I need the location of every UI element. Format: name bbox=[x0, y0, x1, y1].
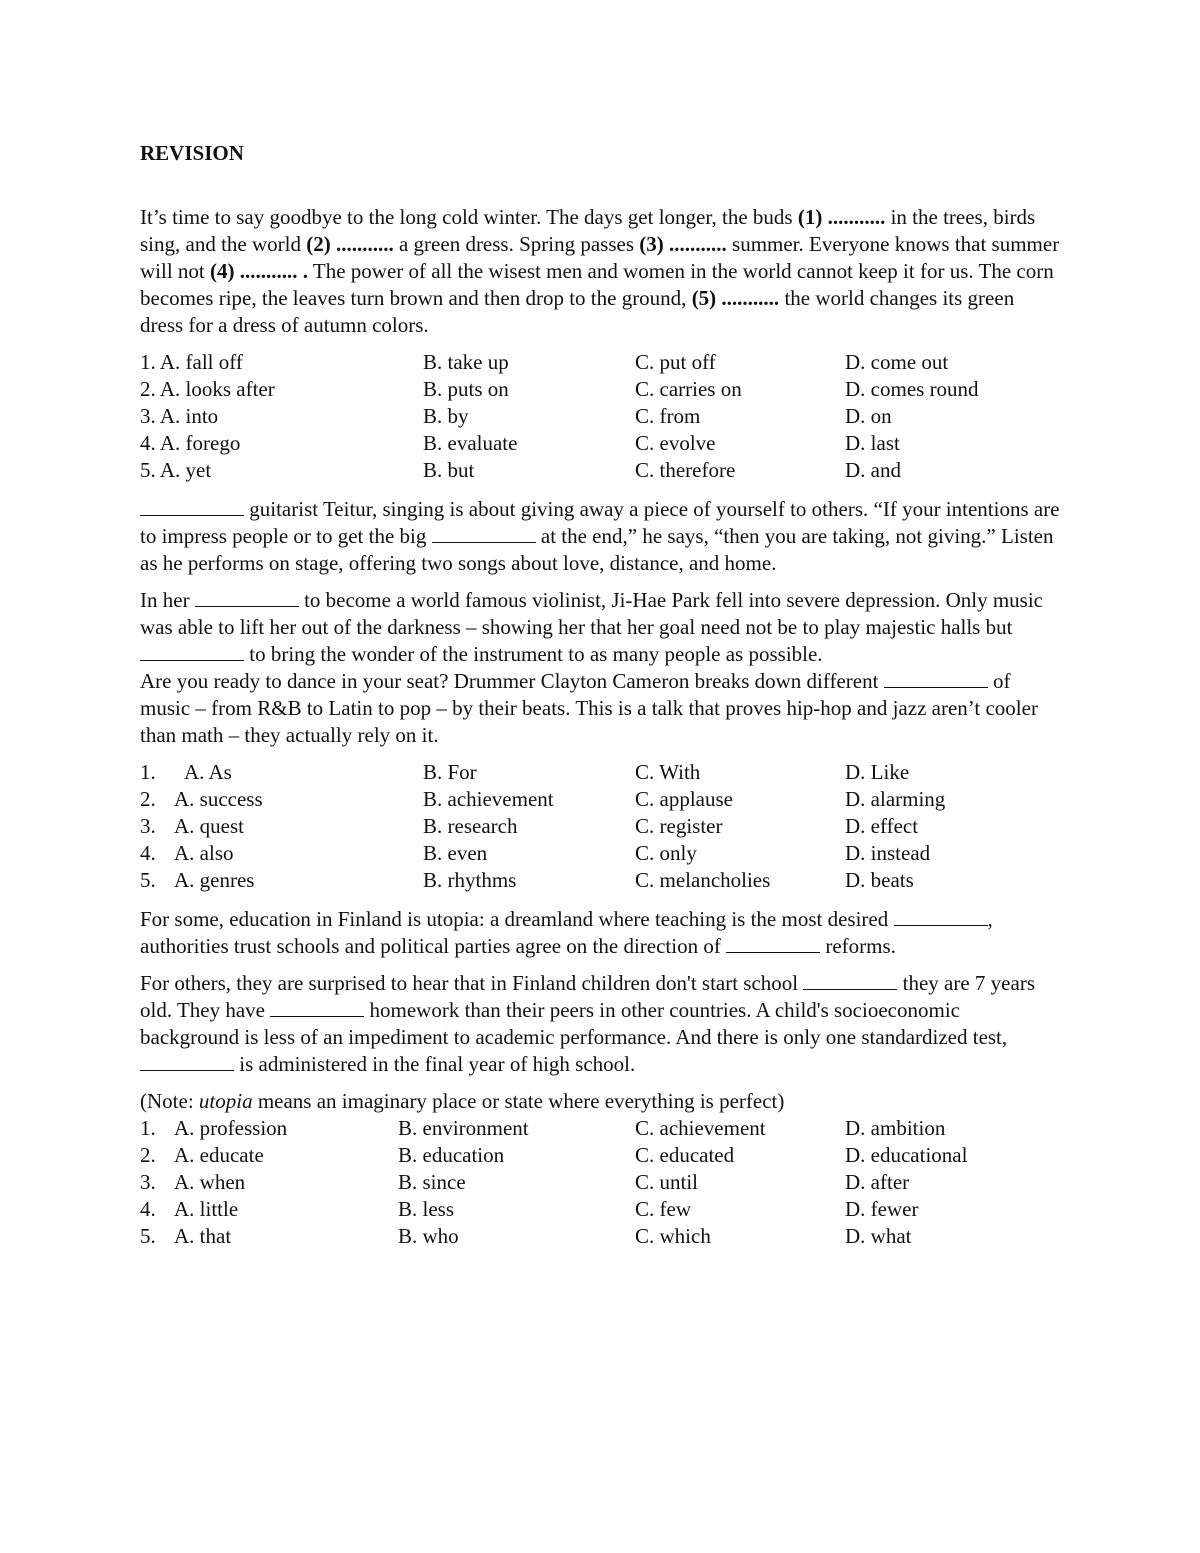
option-a: A. educate bbox=[174, 1143, 264, 1167]
question-number: 5. bbox=[140, 868, 156, 892]
option-b: B. less bbox=[398, 1197, 455, 1221]
option-d: D. ambition bbox=[845, 1116, 946, 1140]
passage-text: the world changes its green dress for a dress of autumn colors. bbox=[140, 286, 1015, 337]
option-c: C. register bbox=[635, 814, 723, 838]
gap-3: (3) ........... bbox=[639, 232, 727, 256]
question-row bbox=[140, 403, 1060, 430]
blank-line bbox=[884, 668, 988, 688]
passage-text: Are you ready to dance in your seat? Drummer Clayton Cameron breaks down different bbox=[140, 669, 884, 693]
blank-line bbox=[894, 906, 988, 926]
passage-text: For others, they are surprised to hear that in Finland children don't start school bbox=[140, 971, 804, 995]
option-c: C. applause bbox=[635, 787, 733, 811]
option-d: D. beats bbox=[845, 868, 914, 892]
blank-line bbox=[140, 496, 244, 516]
question-set-2 bbox=[140, 759, 1060, 894]
question-row bbox=[140, 376, 1060, 403]
option-c: C. With bbox=[635, 760, 701, 784]
option-d: D. Like bbox=[845, 760, 910, 784]
option-b: B. puts on bbox=[423, 377, 509, 401]
note bbox=[140, 1088, 1060, 1115]
question-row bbox=[140, 1142, 1060, 1169]
passage-text: summer. Everyone knows that summer will not bbox=[140, 232, 1060, 283]
passage-text: is administered in the final year of high school. bbox=[234, 1052, 636, 1076]
option-c: C. which bbox=[635, 1224, 711, 1248]
option-d: D. on bbox=[845, 404, 892, 428]
option-a: A. success bbox=[174, 787, 263, 811]
option-b: B. but bbox=[423, 458, 475, 482]
blank-line bbox=[803, 970, 897, 990]
option-b: B. education bbox=[398, 1143, 505, 1167]
option-b: B. rhythms bbox=[423, 868, 517, 892]
option-c: C. until bbox=[635, 1170, 699, 1194]
option-a: 4. A. forego bbox=[140, 431, 241, 455]
question-row bbox=[140, 1169, 1060, 1196]
passage-3-paragraph-1 bbox=[140, 906, 1060, 960]
passage-text: It’s time to say goodbye to the long cold winter. The days get longer, the buds bbox=[140, 205, 798, 229]
question-row bbox=[140, 840, 1060, 867]
passage-text: to become a world famous violinist, Ji-Hae Park fell into severe depression. Only music was able to lift her out of the darkness – showing her that her goal need not be to play majestic halls but bbox=[140, 588, 1043, 639]
option-d: D. what bbox=[845, 1224, 912, 1248]
gap-1: (1) ........... bbox=[797, 205, 886, 229]
option-b: B. since bbox=[398, 1170, 466, 1194]
option-b: B. research bbox=[423, 814, 518, 838]
passage-text: In her bbox=[140, 588, 195, 612]
question-number: 5. bbox=[140, 1224, 156, 1248]
passage-2-paragraph-2 bbox=[140, 587, 1060, 668]
option-b: B. even bbox=[423, 841, 488, 865]
passage-text: For some, education in Finland is utopia: a dreamland where teaching is the most desired bbox=[140, 907, 894, 931]
question-row bbox=[140, 813, 1060, 840]
option-b: B. who bbox=[398, 1224, 459, 1248]
option-a: A. quest bbox=[174, 814, 244, 838]
option-d: D. last bbox=[845, 431, 900, 455]
note-term: utopia bbox=[198, 1089, 253, 1113]
blank-line bbox=[195, 587, 299, 607]
blank-line bbox=[140, 641, 244, 661]
option-c: C. achievement bbox=[635, 1116, 766, 1140]
option-c: C. therefore bbox=[635, 458, 736, 482]
passage-text: they are 7 years old. They have bbox=[140, 971, 1035, 1022]
question-row bbox=[140, 1196, 1060, 1223]
option-d: D. come out bbox=[845, 350, 949, 374]
option-b: B. For bbox=[423, 760, 477, 784]
option-a: A. genres bbox=[174, 868, 255, 892]
question-set-1 bbox=[140, 349, 1060, 484]
option-b: B. environment bbox=[398, 1116, 529, 1140]
option-b: B. evaluate bbox=[423, 431, 518, 455]
question-row bbox=[140, 786, 1060, 813]
option-c: C. put off bbox=[635, 350, 716, 374]
question-row bbox=[140, 1223, 1060, 1250]
question-row bbox=[140, 1115, 1060, 1142]
option-d: D. comes round bbox=[845, 377, 979, 401]
passage-1 bbox=[140, 204, 1060, 339]
passage-3-paragraph-2 bbox=[140, 970, 1060, 1078]
question-number: 4. bbox=[140, 841, 156, 865]
option-d: D. educational bbox=[845, 1143, 968, 1167]
page-title: REVISION bbox=[140, 141, 244, 165]
option-d: D. instead bbox=[845, 841, 931, 865]
option-d: D. and bbox=[845, 458, 901, 482]
option-c: C. evolve bbox=[635, 431, 716, 455]
question-row bbox=[140, 457, 1060, 484]
passage-text: to bring the wonder of the instrument to as many people as possible. bbox=[244, 642, 823, 666]
document-page bbox=[140, 140, 1060, 1262]
note-text: means an imaginary place or state where everything is perfect) bbox=[252, 1089, 785, 1113]
question-row bbox=[140, 867, 1060, 894]
option-a: 2. A. looks after bbox=[140, 377, 275, 401]
option-b: B. take up bbox=[423, 350, 509, 374]
note-text: (Note: bbox=[140, 1089, 199, 1113]
question-number: 1. bbox=[140, 1116, 156, 1140]
question-number: 2. bbox=[140, 1143, 156, 1167]
option-a: A. also bbox=[174, 841, 234, 865]
option-a: 3. A. into bbox=[140, 404, 219, 428]
option-d: D. effect bbox=[845, 814, 919, 838]
option-c: C. melancholies bbox=[635, 868, 771, 892]
passage-text: homework than their peers in other countries. A child's socioeconomic background is less of an impediment to academic performance. And there is only one standardized test, bbox=[140, 998, 1008, 1049]
passage-text: in the trees, birds sing, and the world bbox=[140, 205, 1036, 256]
blank-line bbox=[140, 1051, 234, 1071]
passage-2-paragraph-1 bbox=[140, 496, 1060, 577]
option-d: D. after bbox=[845, 1170, 910, 1194]
option-c: C. only bbox=[635, 841, 697, 865]
blank-line bbox=[270, 997, 364, 1017]
question-row bbox=[140, 759, 1060, 786]
option-b: B. achievement bbox=[423, 787, 554, 811]
option-c: C. few bbox=[635, 1197, 691, 1221]
question-number: 1. bbox=[140, 760, 156, 784]
option-c: C. carries on bbox=[635, 377, 742, 401]
question-set-3 bbox=[140, 1115, 1060, 1250]
blank-line bbox=[726, 933, 820, 953]
passage-text: a green dress. Spring passes bbox=[393, 232, 640, 256]
gap-2: (2) ........... bbox=[306, 232, 394, 256]
option-c: C. educated bbox=[635, 1143, 735, 1167]
question-number: 3. bbox=[140, 1170, 156, 1194]
question-number: 3. bbox=[140, 814, 156, 838]
option-c: C. from bbox=[635, 404, 701, 428]
option-a: A. that bbox=[174, 1224, 232, 1248]
question-row bbox=[140, 430, 1060, 457]
passage-2-paragraph-3 bbox=[140, 668, 1060, 749]
question-row bbox=[140, 349, 1060, 376]
passage-text: reforms. bbox=[820, 934, 896, 958]
passage-text: at the end,” he says, “then you are taking, not giving.” Listen as he performs on stage, offering two songs about love, distance, and home. bbox=[140, 524, 1054, 575]
option-d: D. fewer bbox=[845, 1197, 919, 1221]
gap-5: (5) ........... bbox=[691, 286, 780, 310]
passage-text: , authorities trust schools and political parties agree on the direction of bbox=[140, 907, 993, 958]
option-a: 1. A. fall off bbox=[140, 350, 243, 374]
option-a: A. when bbox=[174, 1170, 246, 1194]
gap-4: (4) ........... . bbox=[210, 259, 309, 283]
option-a: A. As bbox=[184, 760, 232, 784]
question-number: 4. bbox=[140, 1197, 156, 1221]
blank-line bbox=[432, 523, 536, 543]
option-b: B. by bbox=[423, 404, 469, 428]
option-a: A. profession bbox=[174, 1116, 288, 1140]
option-d: D. alarming bbox=[845, 787, 946, 811]
passage-text: The power of all the wisest men and women in the world cannot keep it for us. The corn becomes ripe, the leaves turn brown and then drop to the ground, bbox=[140, 259, 1054, 310]
option-a: A. little bbox=[174, 1197, 239, 1221]
passage-text: guitarist Teitur, singing is about giving away a piece of yourself to others. “If your intentions are to impress people or to get the big bbox=[140, 497, 1060, 548]
option-a: 5. A. yet bbox=[140, 458, 212, 482]
passage-text: of music – from R&B to Latin to pop – by their beats. This is a talk that proves hip-hop and jazz aren’t cooler than math – they actually rely on it. bbox=[140, 669, 1038, 747]
question-number: 2. bbox=[140, 787, 156, 811]
